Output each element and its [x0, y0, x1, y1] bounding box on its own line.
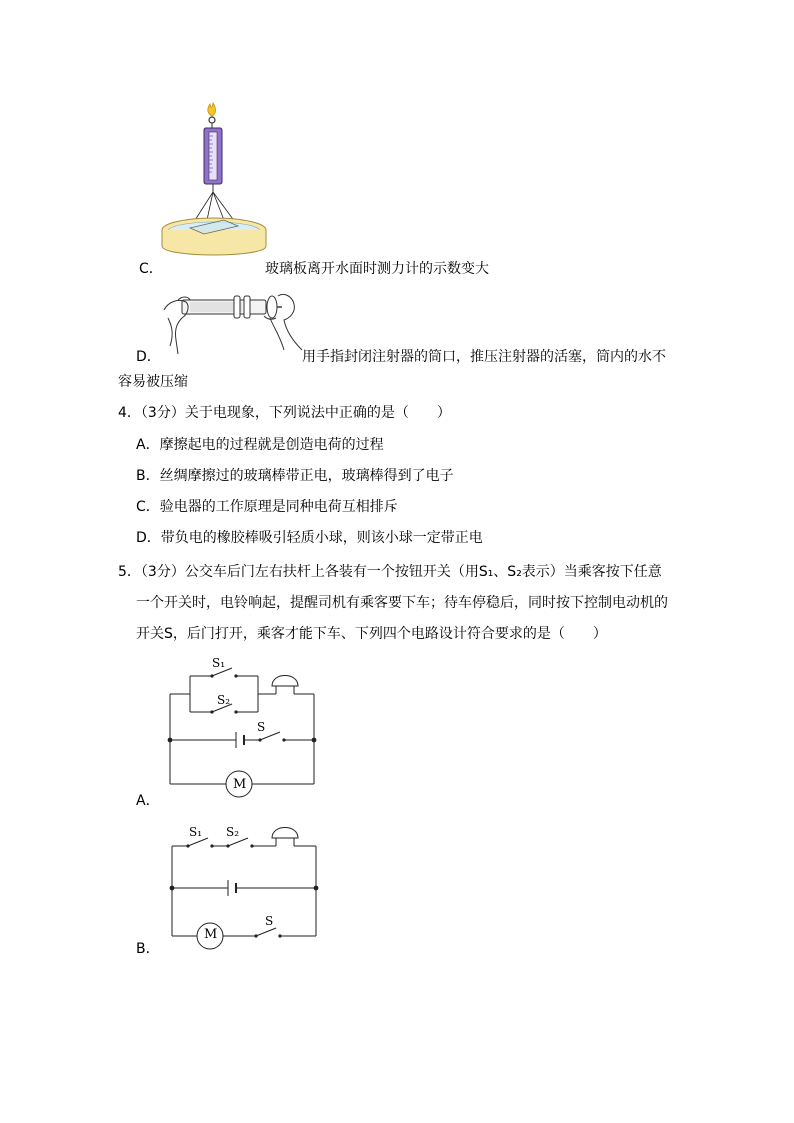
- circuit-b-letter: B．: [136, 941, 160, 957]
- q4-option-a: A．摩擦起电的过程就是创造电荷的过程: [136, 437, 384, 453]
- spring-scale-water-figure: [160, 100, 270, 270]
- q5-stem-line3: 开关S，后门打开，乘客才能下车、下列四个电路设计符合要求的是（ ）: [136, 626, 607, 642]
- circuit-b-diagram: [150, 818, 330, 948]
- q4-option-c: C．验电器的工作原理是同种电荷互相排斥: [136, 499, 398, 515]
- q4-stem: 4．（3分）关于电现象，下列说法中正确的是（ ）: [118, 405, 451, 421]
- option-d-text-line2: 容易被压缩: [118, 374, 188, 390]
- circuit-a-motor-label: M: [233, 777, 247, 792]
- option-c-text: 玻璃板离开水面时测力计的示数变大: [265, 261, 489, 277]
- option-d-text-line1: 用手指封闭注射器的筒口，推压注射器的活塞，筒内的水不: [302, 349, 666, 365]
- circuit-a-label-s1: S₁: [212, 656, 226, 670]
- syringe-hands-figure: [160, 288, 310, 358]
- circuit-b-label-s2: S₂: [226, 825, 240, 839]
- circuit-a-label-s2: S₂: [217, 693, 231, 707]
- circuit-b-label-s: S: [265, 914, 274, 928]
- circuit-a-letter: A．: [136, 793, 160, 809]
- q5-stem-line1: 5．（3分）公交车后门左右扶杆上各装有一个按钮开关（用S₁、S₂表示）当乘客按下任意: [118, 564, 662, 580]
- option-d-letter: D．: [136, 349, 161, 365]
- circuit-b-motor-label: M: [204, 927, 218, 942]
- option-c-letter: C．: [139, 261, 163, 277]
- circuit-a-label-s: S: [257, 720, 266, 734]
- circuit-b-label-s1: S₁: [189, 825, 203, 839]
- q4-option-b: B．丝绸摩擦过的玻璃棒带正电，玻璃棒得到了电子: [136, 468, 454, 484]
- q4-option-d: D．带负电的橡胶棒吸引轻质小球，则该小球一定带正电: [136, 530, 483, 546]
- q5-stem-line2: 一个开关时，电铃响起，提醒司机有乘客要下车；待车停稳后，同时按下控制电动机的: [136, 595, 668, 611]
